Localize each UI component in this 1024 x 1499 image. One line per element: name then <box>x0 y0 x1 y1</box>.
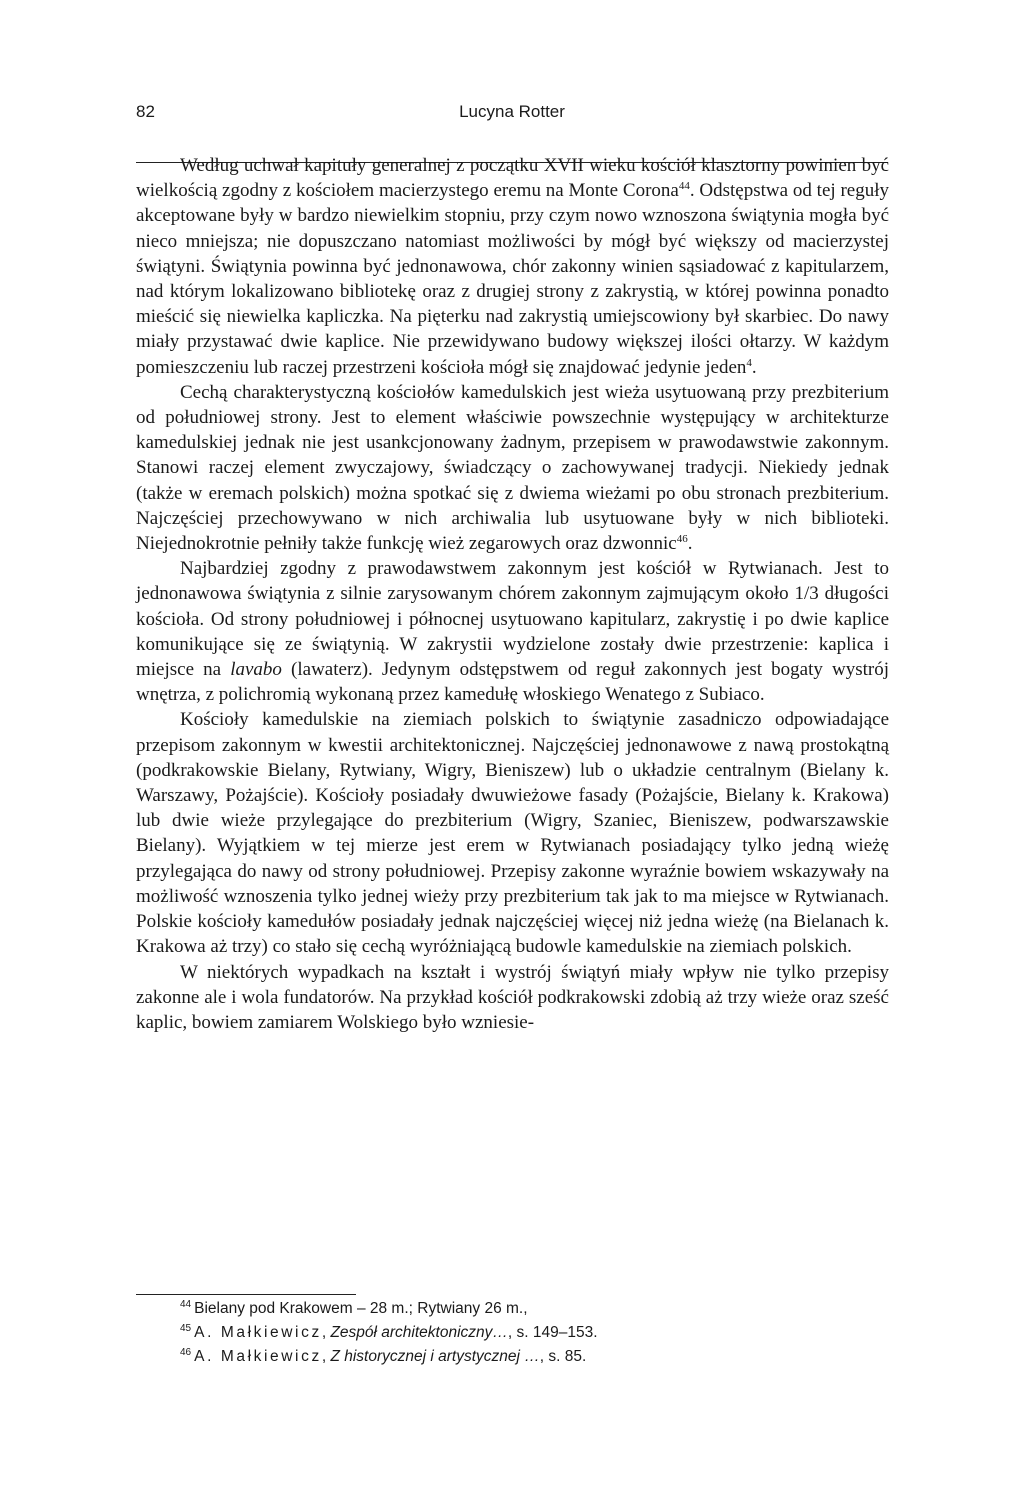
paragraph-4 <box>136 707 889 959</box>
footnote-number: 45 <box>180 1323 192 1334</box>
page-header <box>136 100 888 130</box>
paragraph-4-text: Kościoły kamedulskie na ziemiach polskich to świątynie zasadniczo odpowiadające przepisom zakonnym w kwestii architektonicznej. Najczęściej jednonawowe z nawą prostokątną (podkrakowskie Bielany, Rytwiany, Wigry, Bieniszew) lub o układzie centralnym (Bielany k. Warszawy, Pożajście). Kościoły posiadały dwuwieżowe fasady (Pożajście, Bielany k. Krakowa) lub dwie wieże przylegające do prezbiterium (Wigry, Szaniec, Bieniszew, podwarszawskie Bielany). Wyjątkiem w tej mierze jest erem w Rytwianach posiadający tylko jedną wieżę przylegająca do nawy od strony południowej. Przepisy zakonne wyraźnie bowiem wskazywały na możliwość wznoszenia tylko jednej wieży przy prezbiterium tak jak to ma miejsce w Rytwianach. Polskie kościoły kamedułów posiadały jednak najczęściej więcej niż jedna wieżę (na Bielanach k. Krakowa aż trzy) co stało się cechą wyróżniającą budowle kamedulskie na ziemiach polskich. <box>136 709 889 958</box>
footnote-ref-44: 44 <box>678 180 690 193</box>
footnote-author: A. Małkiewicz <box>194 1348 322 1365</box>
paragraph-1-text-b: . Odstępstwa od tej reguły akceptowane były w bardzo niewielkim stopniu, przy czym nowo wznoszona świątynia mogła być nieco mniejsza; nie dopuszczano natomiast możliwości by mógł być większy od macierzystej świątyni. Świątynia powinna być jednonawowa, chór zakonny winien sąsiadować z kapitularzem, nad którym lokalizowano bibliotekę oraz z drugiej strony z zakrystią, w której powinna ponadto mieścić się niewielka kapliczka. Na pięterku nad zakrystią umiejscowiony był skarbiec. Do nawy miały przystawać dwie kaplice. Nie przewidywano budowy większej ilości ołtarzy. W każdym pomieszczeniu lub raczej przestrzeni kościoła mógł się znajdować jedynie jeden <box>136 180 890 378</box>
footnote-pages: , s. 85. <box>539 1348 587 1365</box>
footnote-rule <box>136 1294 356 1295</box>
paragraph-1 <box>136 153 889 380</box>
footnote-author: A. Małkiewicz <box>194 1324 322 1341</box>
body-text <box>136 153 889 1035</box>
footnote-number: 46 <box>180 1347 192 1358</box>
paragraph-1-text-c: . <box>751 356 757 378</box>
footnote-title: Zespół architektoniczny… <box>330 1324 508 1341</box>
paragraph-5 <box>136 960 889 1036</box>
footnote-text: Bielany pod Krakowem – 28 m.; Rytwiany 26 m., <box>194 1300 528 1317</box>
footnote-number: 44 <box>180 1299 192 1310</box>
paragraph-3 <box>136 556 889 707</box>
page-number: 82 <box>136 102 155 121</box>
paragraph-2-text-a: Cechą charakterystyczną kościołów kamedulskich jest wieża usytuowaną przy prezbiterium od południowej strony. Jest to element właściwie powszechnie występujący w architekturze kamedulskiej jednak nie jest usankcjonowany żadnym, przepisem w prawodawstwie zakonnym. Stanowi raczej element zwyczajowy, świadczący o zachowywanej tradycji. Niekiedy jednak (także w eremach polskich) można spotkać się z dwiema wieżami po obu stronach prezbiterium. Najczęściej przechowywano w nich archiwalia lub usytuowane były w nich biblioteki. Niejednokrotnie pełniły także funkcję wież zegarowych oraz dzwonnic <box>136 381 889 555</box>
paragraph-3-text-a: Najbardziej zgodny z prawodawstwem zakonnym jest kościół w Rytwianach. Jest to jednonawowa świątynia z silnie zarysowanym chórem zakonnym zajmującym około 1/3 długości kościoła. Od strony południowej i północnej usytuowano kapitularz, zakrystię i po dwie kaplice komunikujące się ze świątynią. W zakrystii wydzielone zostały dwie przestrzenie: kaplica i miejsce na <box>136 558 889 681</box>
footnote-46 <box>180 1345 880 1369</box>
footnote-title: Z historycznej i artystycznej … <box>330 1348 540 1365</box>
paragraph-1-text-a: Według uchwał kapituły generalnej z początku XVII wieku kościół klasztorny powinien być wielkością zgodny z kościołem macierzystego eremu na Monte Corona <box>136 155 889 202</box>
footnote-pages: , s. 149–153. <box>507 1324 598 1341</box>
footnote-45 <box>180 1321 880 1345</box>
footnote-ref-46: 46 <box>676 533 688 546</box>
footnote-separator: , <box>321 1324 331 1341</box>
footnote-ref-4: 4 <box>746 356 752 369</box>
paragraph-2-text-b: . <box>687 533 693 555</box>
italic-term-lavabo: lavabo <box>230 659 282 681</box>
running-title: Lucyna Rotter <box>459 102 565 121</box>
footnote-separator: , <box>321 1348 331 1365</box>
footnotes <box>180 1297 880 1369</box>
footnote-44 <box>180 1297 880 1321</box>
paragraph-2 <box>136 380 889 556</box>
paragraph-5-text: W niektórych wypadkach na kształt i wystrój świątyń miały wpływ nie tylko przepisy zakonne ale i wola fundatorów. Na przykład kościół podkrakowski zdobią aż trzy wieże oraz sześć kaplic, bowiem zamiarem Wolskiego było wzniesie- <box>136 961 889 1033</box>
paragraph-3-text-b: (lawaterz). Jedynym odstępstwem od reguł zakonnych jest bogaty wystrój wnętrza, z polichromią wykonaną przez kamedułę włoskiego Wenatego z Subiaco. <box>136 659 889 706</box>
